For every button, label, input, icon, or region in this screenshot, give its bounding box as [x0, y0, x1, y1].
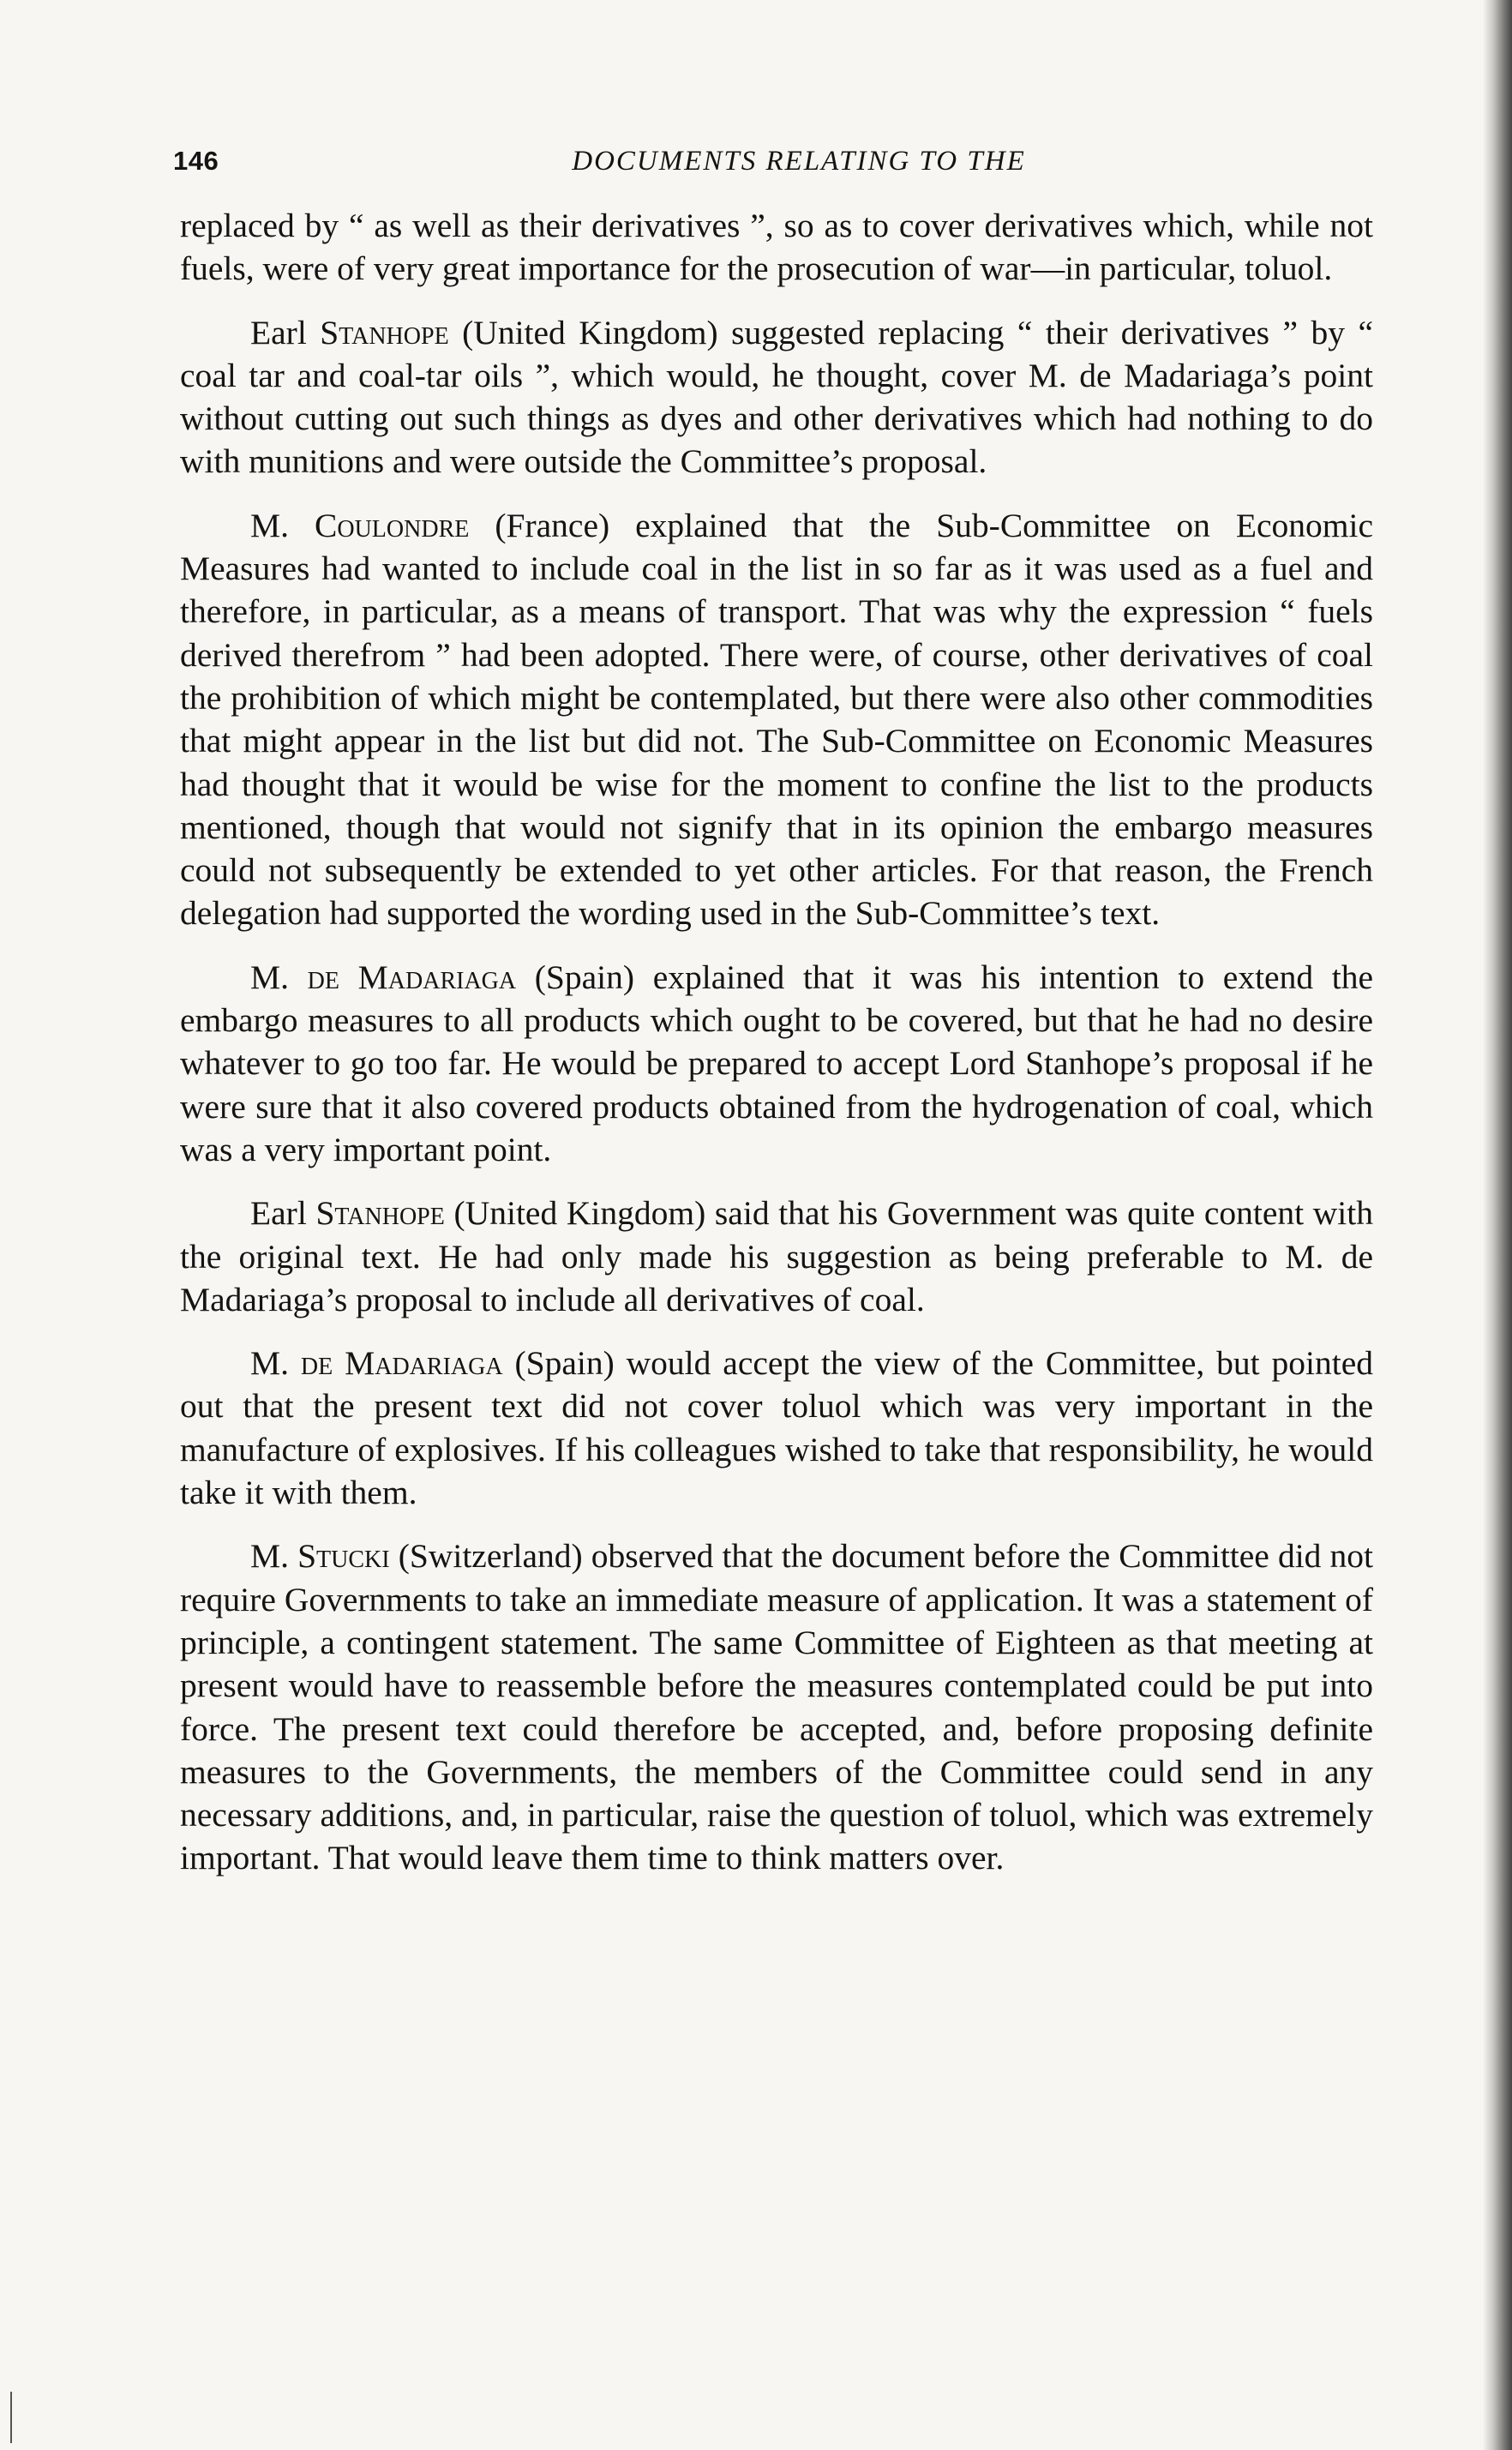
speaker-name: Stucki [297, 1537, 390, 1576]
scan-mark [10, 2392, 12, 2443]
speaker-name: Stanhope [315, 1194, 445, 1233]
speaker-title: M. [250, 1537, 298, 1576]
paragraph-stanhope-2 [180, 1192, 1373, 1321]
body-text [180, 204, 1373, 1901]
speaker-name: Coulondre [315, 506, 470, 544]
running-head [173, 146, 1373, 189]
paragraph-text: (Switzerland) observed that the document before the Committee did not require Governments to take an immediate measure of application. It was a statement of principle, a contingent statement. The same Committee of Eighteen as that meeting at present would have to reassemble before the measures contemplated could be put into force. The present text could therefore be accepted, and, before proposing definite measures to the Governments, the members of the Committee could send in any necessary additions, and, in particular, raise the question of toluol, which was extremely important. That would leave them time to think matters over. [180, 1537, 1373, 1877]
paragraph-stanhope-1 [180, 311, 1373, 483]
paragraph-coulondre [180, 504, 1373, 935]
paragraph-text: replaced by “ as well as their derivatives ”, so as to cover derivatives which, while not fuels, were of very great importance for the prosecution of war—in particular, toluol. [180, 207, 1373, 288]
speaker-title: M. [250, 1344, 301, 1383]
paragraph-text: (Spain) would accept the view of the Committee, but pointed out that the present text did not cover toluol which was very important in the manufacture of explosives. If his colleagues wished to take that responsibility, he would take it with them. [180, 1344, 1373, 1512]
paragraph-text: (Spain) explained that it was his intention to extend the embargo measures to all products which ought to be covered, but that he had no desire whatever to go too far. He would be prepared to accept Lord Stanhope’s proposal if he were sure that it also covered products obtained from the hydrogenation of coal, which was a very important point. [180, 958, 1373, 1168]
speaker-name: Stanhope [320, 313, 449, 351]
running-title: DOCUMENTS RELATING TO THE [572, 146, 1026, 177]
paragraph-text: (France) explained that the Sub-Committee on Economic Measures had wanted to include coal in the list in so far as it was used as a fuel and therefore, in particular, as a means of transport. That was why the expression “ fuels derived therefrom ” had been adopted. There were, of course, other derivatives of coal the prohibition of which might be contemplated, but there were also other commodities that might appear in the list but did not. The Sub-Committee on Economic Measures had thought that it would be wise for the moment to confine the list to the products mentioned, though that would not signify that in its opinion the embargo measures could not subsequently be extended to yet other articles. For that reason, the French delegation had supported the wording used in the Sub-Committee’s text. [180, 506, 1374, 933]
scanned-page-edge [1483, 0, 1512, 2450]
speaker-title: M. [250, 958, 308, 996]
paragraph-text: (United Kingdom) suggested replacing “ their derivatives ” by “ coal tar and coal-tar oils ”, which would, he thought, cover M. de Madariaga’s point without cutting out such things as dyes and other derivatives which had nothing to do with munitions and were outside the Committee’s proposal. [180, 313, 1374, 481]
paragraph-continuation [180, 204, 1373, 291]
speaker-title: M. [250, 506, 315, 544]
speaker-name: de Madariaga [300, 1344, 503, 1383]
paragraph-madariaga-2 [180, 1342, 1373, 1514]
speaker-name: de Madariaga [307, 958, 517, 996]
paragraph-madariaga-1 [180, 956, 1373, 1171]
paragraph-text: (United Kingdom) said that his Government was quite content with the original text. He had only made his suggestion as being preferable to M. de Madariaga’s proposal to include all derivatives of coal. [180, 1194, 1373, 1318]
page-number: 146 [173, 146, 219, 176]
speaker-title: Earl [250, 313, 321, 351]
speaker-title: Earl [250, 1194, 316, 1233]
paragraph-stucki [180, 1534, 1373, 1879]
